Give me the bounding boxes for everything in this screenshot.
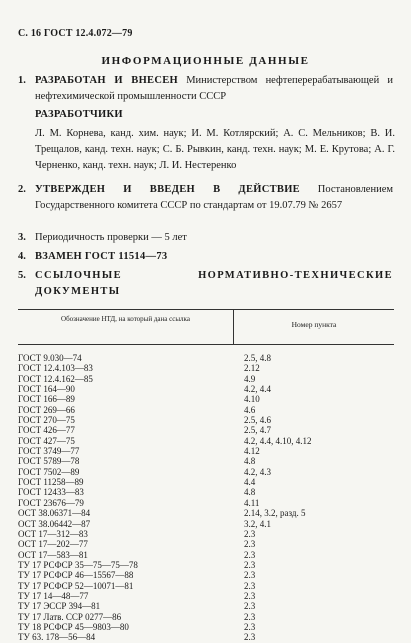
table-row	[18, 353, 394, 363]
table-cell-clause: 3.2, 4.1	[244, 518, 271, 529]
table-row	[18, 456, 394, 466]
table-cell-designation: ГОСТ 12.4.103—83	[18, 363, 93, 374]
table-cell-designation: ГОСТ 9.030—74	[18, 353, 82, 363]
section-2-text	[35, 182, 393, 214]
table-cell-clause: 2.3	[244, 559, 256, 570]
section-1	[18, 73, 393, 105]
table-header	[18, 309, 394, 345]
table-row	[18, 498, 394, 508]
section-2-number: 2.	[18, 184, 26, 195]
table-cell-clause: 4.6	[244, 404, 256, 415]
table-cell-clause: 4.2, 4.3	[244, 466, 271, 477]
section-5-number: 5.	[18, 270, 26, 281]
table-row	[18, 550, 394, 560]
table-cell-clause: 2.3	[244, 601, 256, 612]
table-cell-designation: ГОСТ 164—90	[18, 384, 75, 395]
table-row	[18, 415, 394, 425]
table-cell-clause: 4.2, 4.4	[244, 384, 271, 395]
developers-heading-wrap	[35, 107, 395, 123]
table-cell-clause: 2.3	[244, 611, 256, 622]
developers-heading: РАЗРАБОТЧИКИ	[35, 109, 123, 120]
table-cell-designation: ТУ 17 РСФСР 35—75—75—78	[18, 559, 138, 570]
table-cell-designation: ОСТ 17—202—77	[18, 539, 88, 550]
table-cell-designation: ГОСТ 426—77	[18, 425, 75, 436]
table-cell-designation: ТУ 17 РСФСР 52—10071—81	[18, 580, 134, 591]
table-cell-clause: 4.11	[244, 497, 260, 508]
table-cell-designation: ГОСТ 3749—77	[18, 446, 80, 457]
table-cell-clause: 2.3	[244, 632, 256, 643]
table-row	[18, 374, 394, 384]
section-1-lead: РАЗРАБОТАН И ВНЕСЕН	[35, 75, 179, 86]
section-3-number: 3.	[18, 232, 26, 243]
references-table	[18, 309, 394, 643]
table-cell-designation: ГОСТ 166—89	[18, 394, 75, 405]
table-cell-designation: ГОСТ 269—66	[18, 404, 75, 415]
section-1-body: Министерством нефтеперерабатывающей и нефтехимической промышленности СССР	[35, 75, 393, 102]
section-4	[18, 249, 393, 265]
section-5-text: ССЫЛОЧНЫЕ НОРМАТИВНО-ТЕХНИЧЕСКИЕ ДОКУМЕНТЫ	[35, 270, 393, 297]
table-cell-clause: 4.2, 4.4, 4.10, 4.12	[244, 435, 312, 446]
table-body	[18, 353, 394, 643]
table-cell-designation: ОСТ 38.06442—87	[18, 518, 91, 529]
table-cell-designation: ГОСТ 23676—79	[18, 497, 84, 508]
section-5	[18, 268, 393, 300]
table-cell-clause: 2.3	[244, 580, 256, 591]
table-row	[18, 622, 394, 632]
table-row	[18, 487, 394, 497]
table-row	[18, 467, 394, 477]
table-cell-designation: ГОСТ 270—75	[18, 415, 75, 426]
table-cell-designation: ОСТ 17—583—81	[18, 549, 88, 560]
table-row	[18, 363, 394, 373]
table-cell-clause: 2.12	[244, 363, 260, 374]
table-row	[18, 581, 394, 591]
table-cell-designation: ТУ 17 РСФСР 46—15567—88	[18, 570, 134, 581]
table-cell-designation: ОСТ 38.06371—84	[18, 508, 91, 519]
table-row	[18, 405, 394, 415]
table-cell-clause: 4.8	[244, 456, 256, 467]
section-2	[18, 182, 393, 214]
section-3	[18, 230, 393, 246]
table-row	[18, 436, 394, 446]
table-cell-clause: 2.5, 4.7	[244, 425, 271, 436]
table-cell-designation: ТУ 17 Латв. ССР 0277—86	[18, 611, 122, 622]
section-1-text	[35, 73, 393, 105]
section-2-lead: УТВЕРЖДЕН И ВВЕДЕН В ДЕЙСТВИЕ	[35, 184, 300, 195]
table-cell-clause: 4.9	[244, 373, 256, 384]
table-row	[18, 539, 394, 549]
section-4-number: 4.	[18, 251, 26, 262]
table-cell-designation: ГОСТ 11258—89	[18, 477, 84, 488]
table-cell-designation: ГОСТ 7502—89	[18, 466, 80, 477]
table-cell-clause: 2.14, 3.2, разд. 5	[244, 508, 306, 519]
table-cell-designation: ОСТ 17—312—83	[18, 528, 88, 539]
table-row	[18, 384, 394, 394]
table-cell-clause: 2.5, 4.8	[244, 353, 271, 363]
table-row	[18, 394, 394, 404]
table-cell-clause: 4.8	[244, 487, 256, 498]
table-header-designation: Обозначение НТД, на который дана ссылка	[18, 310, 234, 344]
table-cell-designation: ГОСТ 5789—78	[18, 456, 80, 467]
table-row	[18, 570, 394, 580]
table-cell-clause: 2.3	[244, 549, 256, 560]
table-cell-clause: 2.3	[244, 528, 256, 539]
table-row	[18, 508, 394, 518]
section-4-text: ВЗАМЕН ГОСТ 11514—73	[35, 251, 168, 262]
table-row	[18, 560, 394, 570]
table-cell-designation: ГОСТ 12433—83	[18, 487, 84, 498]
table-row	[18, 529, 394, 539]
table-row	[18, 425, 394, 435]
table-cell-clause: 2.3	[244, 590, 256, 601]
table-row	[18, 446, 394, 456]
section-2-body: Постановлением Государственного комитета СССР по стандартам от 19.07.79 № 2657	[35, 184, 394, 211]
table-cell-clause: 2.5, 4.6	[244, 415, 271, 426]
table-cell-designation: ГОСТ 427—75	[18, 435, 75, 446]
table-row	[18, 612, 394, 622]
table-cell-clause: 2.3	[244, 539, 256, 550]
table-cell-designation: ТУ 17 14—48—77	[18, 590, 89, 601]
page-title: ИНФОРМАЦИОННЫЕ ДАННЫЕ	[101, 55, 310, 67]
table-row	[18, 477, 394, 487]
table-cell-designation: ТУ 17 ЭССР 394—81	[18, 601, 101, 612]
table-row	[18, 591, 394, 601]
table-cell-designation: ТУ 18 РСФСР 45—9803—80	[18, 621, 129, 632]
table-cell-clause: 2.3	[244, 621, 256, 632]
table-cell-clause: 4.10	[244, 394, 260, 405]
developers-list: Л. М. Корнева, канд. хим. наук; И. М. Котлярский; А. С. Мельников; В. И. Трещалов, канд. техн. наук; С. Б. Рывкин, канд. техн. наук; М. Е. Крутова; А. Г. Черненко, канд. техн. наук; Л. И. Нестеренко	[35, 128, 395, 171]
table-cell-clause: 4.12	[244, 446, 260, 457]
table-header-clause: Номер пункта	[291, 320, 337, 329]
section-3-text: Периодичность проверки — 5 лет	[35, 232, 187, 243]
table-cell-designation: ТУ 63. 178—56—84	[18, 632, 96, 643]
table-row	[18, 601, 394, 611]
table-row	[18, 519, 394, 529]
table-cell-designation: ГОСТ 12.4.162—85	[18, 373, 93, 384]
section-1-number: 1.	[18, 75, 26, 86]
table-cell-clause: 4.4	[244, 477, 256, 488]
page-header: С. 16 ГОСТ 12.4.072—79	[18, 28, 133, 39]
table-cell-clause: 2.3	[244, 570, 256, 581]
table-row	[18, 632, 394, 642]
